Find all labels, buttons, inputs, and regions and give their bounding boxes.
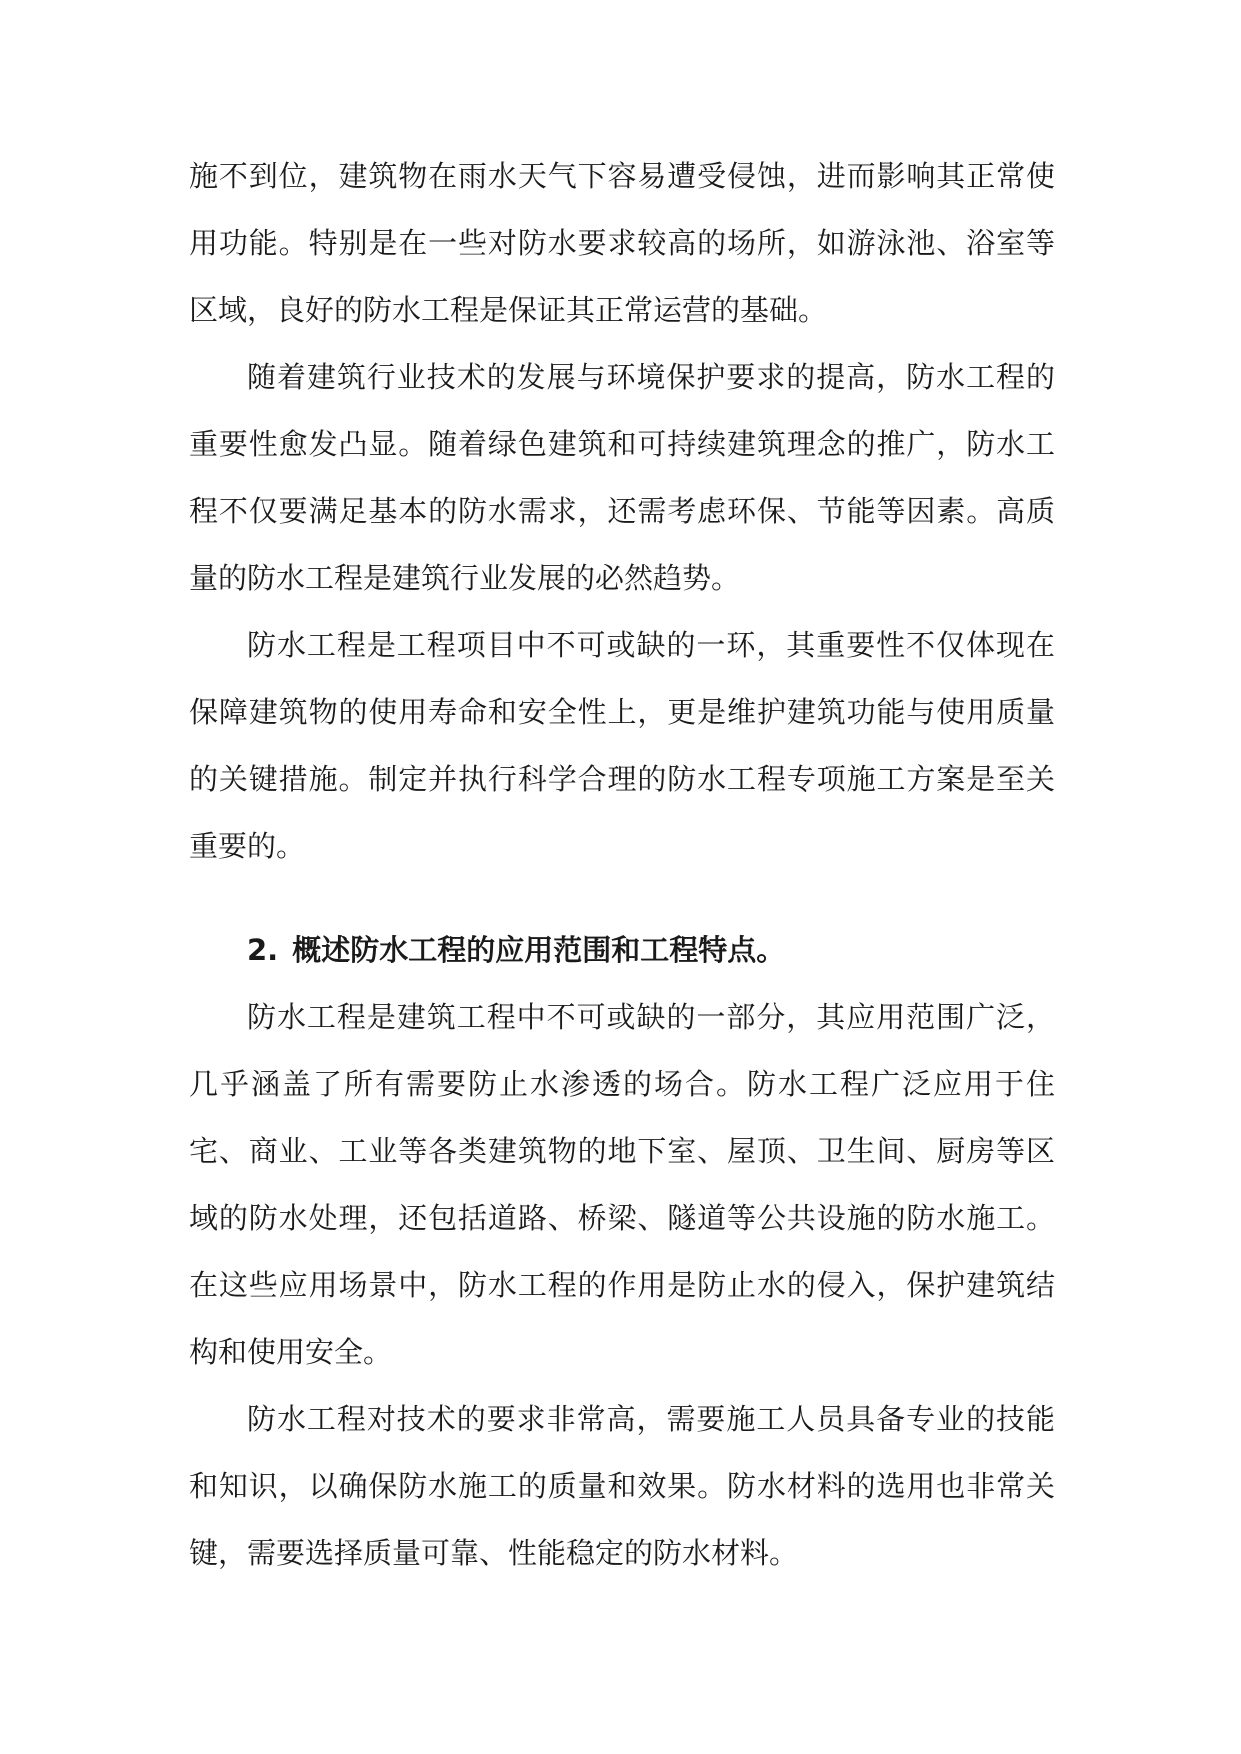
document-body [189,143,1055,1587]
paragraph-continued: 施不到位，建筑物在雨水天气下容易遭受侵蚀，进而影响其正常使用功能。特别是在一些对防水要求较高的场所，如游泳池、浴室等区域，良好的防水工程是保证其正常运营的基础。 [189,159,1055,327]
paragraph-technical-requirements: 防水工程对技术的要求非常高，需要施工人员具备专业的技能和知识，以确保防水施工的质量和效果。防水材料的选用也非常关键，需要选择质量可靠、性能稳定的防水材料。 [189,1402,1055,1570]
paragraph-application-scope: 防水工程是建筑工程中不可或缺的一部分，其应用范围广泛，几乎涵盖了所有需要防止水渗透的场合。防水工程广泛应用于住宅、商业、工业等各类建筑物的地下室、屋顶、卫生间、厨房等区域的防水处理，还包括道路、桥梁、隧道等公共设施的防水施工。在这些应用场景中，防水工程的作用是防止水的侵入，保护建筑结构和使用安全。 [189,1000,1055,1369]
section-title: 概述防水工程的应用范围和工程特点。 [292,933,786,967]
paragraph-importance: 随着建筑行业技术的发展与环境保护要求的提高，防水工程的重要性愈发凸显。随着绿色建筑和可持续建筑理念的推广，防水工程不仅要满足基本的防水需求，还需考虑环保、节能等因素。高质量的防水工程是建筑行业发展的必然趋势。 [189,360,1055,595]
paragraph-key-measure: 防水工程是工程项目中不可或缺的一环，其重要性不仅体现在保障建筑物的使用寿命和安全性上，更是维护建筑功能与使用质量的关键措施。制定并执行科学合理的防水工程专项施工方案是至关重要的。 [189,628,1055,863]
section-number: 2. [247,933,279,967]
section-heading [189,917,1055,984]
